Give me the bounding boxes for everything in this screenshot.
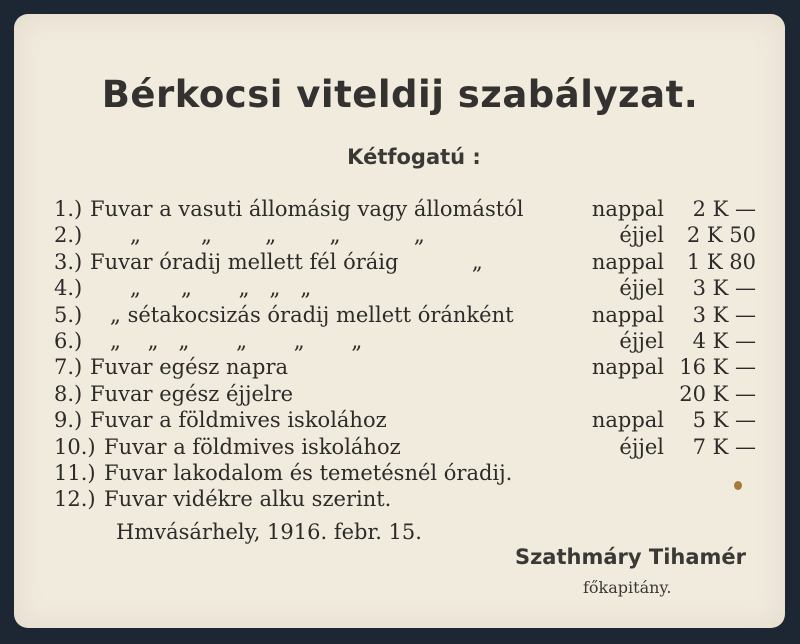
fare-row	[54, 354, 756, 380]
row-description: Fuvar a földmives iskolához	[90, 408, 387, 433]
row-description: Fuvar a földmives iskolához	[104, 434, 401, 459]
row-period: éjjel	[619, 276, 664, 301]
row-amount: 2 K 50	[686, 223, 756, 248]
row-number: 8.)	[54, 381, 83, 406]
row-description: „ „ „ „ „ „	[90, 329, 363, 353]
row-description: Fuvar egész éjjelre	[90, 381, 294, 406]
row-amount: 5 K —	[692, 408, 756, 433]
row-amount: 3 K —	[692, 302, 756, 327]
row-number: 6.)	[54, 329, 83, 353]
row-number: 12.)	[54, 487, 96, 512]
row-number: 4.)	[54, 276, 83, 301]
row-period: nappal	[591, 355, 664, 380]
row-number: 1.)	[54, 197, 83, 221]
fare-row	[54, 460, 756, 486]
row-description: Fuvar a vasuti állomásig vagy állomástól	[90, 197, 524, 221]
row-number: 7.)	[54, 355, 83, 380]
row-description: Fuvar óradij mellett fél óráig „	[90, 249, 483, 274]
signature-role: főkapitány.	[583, 578, 672, 597]
row-number: 3.)	[54, 249, 83, 274]
fare-row	[54, 196, 756, 222]
row-description: „ „ „ „ „	[90, 276, 312, 301]
row-period: éjjel	[619, 223, 664, 248]
row-description: Fuvar egész napra	[90, 355, 289, 380]
fare-row	[54, 381, 756, 407]
row-description: Fuvar vidékre alku szerint.	[104, 487, 392, 512]
row-description: „ sétakocsizás óradij mellett óránként	[90, 302, 514, 327]
row-amount: 20 K —	[679, 381, 756, 406]
row-number: 10.)	[54, 434, 96, 459]
fare-row	[54, 486, 756, 512]
row-amount: 7 K —	[692, 434, 756, 459]
fare-row	[54, 249, 756, 275]
fare-row	[54, 328, 756, 354]
row-period: nappal	[591, 302, 664, 327]
row-description: „ „ „ „ „	[90, 223, 425, 248]
row-period: nappal	[591, 197, 664, 221]
fare-row	[54, 302, 756, 328]
row-amount: 3 K —	[692, 276, 756, 301]
row-amount: 4 K —	[692, 329, 756, 353]
row-amount: 2 K —	[692, 197, 756, 221]
section-heading: Kétfogatú :	[347, 145, 481, 169]
row-period: nappal	[591, 408, 664, 433]
row-period: éjjel	[619, 329, 664, 353]
row-amount: 16 K —	[679, 355, 756, 380]
row-number: 5.)	[54, 302, 83, 327]
row-number: 2.)	[54, 223, 83, 248]
fare-row	[54, 275, 756, 301]
row-number: 9.)	[54, 408, 83, 433]
row-amount: 1 K 80	[686, 249, 756, 274]
place-and-date: Hmvásárhely, 1916. febr. 15.	[116, 520, 422, 544]
fare-row	[54, 222, 756, 248]
row-period: nappal	[591, 249, 664, 274]
fare-row	[54, 407, 756, 433]
signature-name: Szathmáry Tihamér	[514, 545, 746, 569]
row-number: 11.)	[54, 461, 96, 485]
row-description: Fuvar lakodalom és temetésnél óradij.	[104, 461, 513, 485]
fare-row	[54, 434, 756, 460]
row-period: éjjel	[619, 434, 664, 459]
document-title: Bérkocsi viteldij szabályzat.	[101, 73, 699, 116]
